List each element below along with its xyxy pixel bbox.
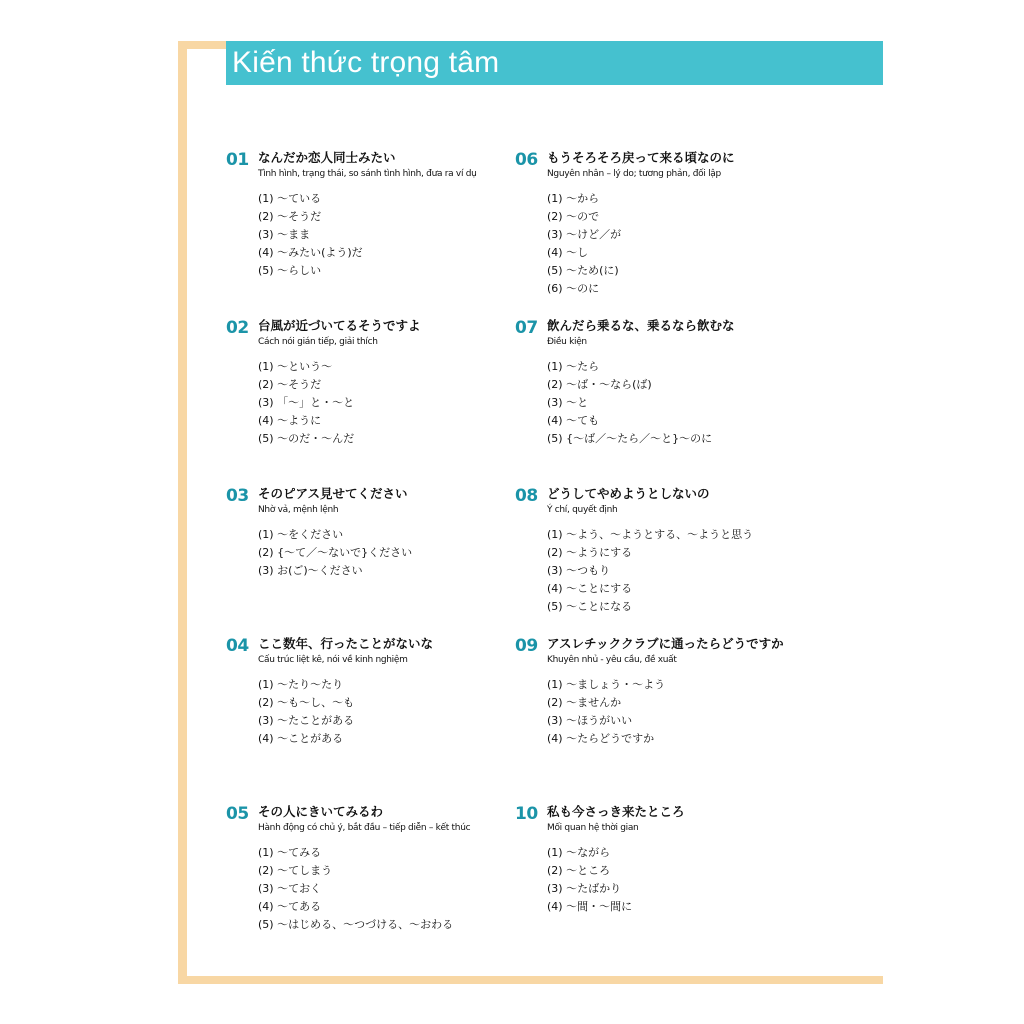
section-subtitle: Cấu trúc liệt kê, nói về kinh nghiệm [258, 655, 408, 665]
list-item: (2) ～も～し、～も [258, 696, 355, 709]
list-item: (3) ～たばかり [547, 882, 622, 895]
section-heading: ここ数年、行ったことがないな [258, 636, 434, 651]
list-item: (5) ～らしい [258, 264, 322, 277]
list-item: (1) ～をください [258, 528, 344, 541]
grammar-list [258, 844, 453, 934]
section-heading: 台風が近づいてるそうですよ [258, 318, 421, 333]
list-item: (1) ～ている [258, 192, 322, 205]
list-item: (3) 「～」と・～と [258, 396, 355, 409]
grammar-list [258, 676, 354, 748]
list-item: (3) お(ご)～ください [258, 564, 363, 577]
frame-left-border [178, 41, 187, 984]
section-subtitle: Cách nói gián tiếp, giải thích [258, 337, 378, 347]
list-item: (4) ～間・～間に [547, 900, 633, 913]
section-number: 07 [515, 318, 538, 338]
list-item: (4) ～ように [258, 414, 322, 427]
list-item: (2) ～ば・～なら(ば) [547, 378, 652, 391]
title-bar [226, 41, 883, 85]
section-subtitle: Điều kiện [547, 337, 587, 347]
list-item: (1) ～たら [547, 360, 600, 373]
list-item: (5) ～はじめる、～つづける、～おわる [258, 918, 454, 931]
list-item: (1) ～から [547, 192, 600, 205]
section-heading: なんだか恋人同士みたい [258, 150, 396, 165]
section-number: 03 [226, 486, 249, 506]
section-heading: どうしてやめようとしないの [547, 486, 710, 501]
section-heading: そのピアス見せてください [258, 486, 408, 501]
section-number: 04 [226, 636, 249, 656]
section-heading: 私も今さっき来たところ [547, 804, 685, 819]
list-item: (1) ～たり～たり [258, 678, 344, 691]
list-item: (3) ～けど／が [547, 228, 622, 241]
list-item: (1) ～よう、～ようとする、～ようと思う [547, 528, 754, 541]
list-item: (4) ～ことがある [258, 732, 344, 745]
list-item: (4) ～し [547, 246, 589, 259]
list-item: (4) ～たらどうですか [547, 732, 655, 745]
section-subtitle: Ý chí, quyết định [547, 505, 618, 515]
section-number: 10 [515, 804, 538, 824]
section-number: 06 [515, 150, 538, 170]
section-subtitle: Nhờ vả, mệnh lệnh [258, 505, 339, 515]
list-item: (5) {～ば／～たら／～と}～のに [547, 432, 713, 445]
list-item: (1) ～ましょう・～よう [547, 678, 666, 691]
list-item: (4) ～てある [258, 900, 322, 913]
list-item: (3) ～まま [258, 228, 311, 241]
grammar-list [258, 358, 354, 448]
section-number: 08 [515, 486, 538, 506]
section-number: 02 [226, 318, 249, 338]
section-heading: もうそろそろ戻って来る頃なのに [547, 150, 735, 165]
grammar-list [258, 190, 363, 280]
section-heading: アスレチッククラブに通ったらどうですか [547, 636, 784, 651]
list-item: (4) ～ことにする [547, 582, 633, 595]
list-item: (5) ～ため(に) [547, 264, 619, 277]
list-item: (2) ～てしまう [258, 864, 333, 877]
list-item: (1) ～てみる [258, 846, 322, 859]
list-item: (3) ～つもり [547, 564, 611, 577]
list-item: (2) ～そうだ [258, 378, 322, 391]
list-item: (3) ～ほうがいい [547, 714, 633, 727]
list-item: (6) ～のに [547, 282, 600, 295]
section-subtitle: Khuyên nhủ - yêu cầu, đề xuất [547, 655, 677, 665]
list-item: (2) ～ませんか [547, 696, 622, 709]
grammar-list [547, 676, 665, 748]
grammar-list [547, 844, 632, 916]
grammar-list [547, 190, 621, 298]
grammar-list [258, 526, 412, 580]
section-number: 01 [226, 150, 249, 170]
list-item: (2) ～ところ [547, 864, 611, 877]
list-item: (5) ～のだ・～んだ [258, 432, 355, 445]
list-item: (1) ～ながら [547, 846, 611, 859]
frame-bottom-border [178, 976, 883, 984]
section-subtitle: Mối quan hệ thời gian [547, 823, 639, 833]
section-number: 09 [515, 636, 538, 656]
list-item: (1) ～という～ [258, 360, 333, 373]
page-title: Kiến thức trọng tâm [232, 46, 500, 79]
list-item: (5) ～ことになる [547, 600, 633, 613]
list-item: (3) ～ておく [258, 882, 322, 895]
list-item: (3) ～と [547, 396, 589, 409]
list-item: (2) ～ので [547, 210, 600, 223]
list-item: (4) ～みたい(よう)だ [258, 246, 363, 259]
grammar-list [547, 526, 753, 616]
list-item: (3) ～たことがある [258, 714, 355, 727]
list-item: (2) ～ようにする [547, 546, 633, 559]
section-subtitle: Tình hình, trạng thái, so sánh tình hình, đưa ra ví dụ [258, 169, 477, 179]
section-subtitle: Nguyên nhân – lý do; tương phản, đối lập [547, 169, 721, 179]
section-heading: 飲んだら乗るな、乗るなら飲むな [547, 318, 735, 333]
section-heading: その人にきいてみるわ [258, 804, 384, 819]
list-item: (2) ～そうだ [258, 210, 322, 223]
section-number: 05 [226, 804, 249, 824]
list-item: (2) {～て／～ないで}ください [258, 546, 413, 559]
list-item: (4) ～ても [547, 414, 600, 427]
grammar-list [547, 358, 712, 448]
section-subtitle: Hành động có chủ ý, bắt đầu – tiếp diễn – kết thúc [258, 823, 471, 833]
